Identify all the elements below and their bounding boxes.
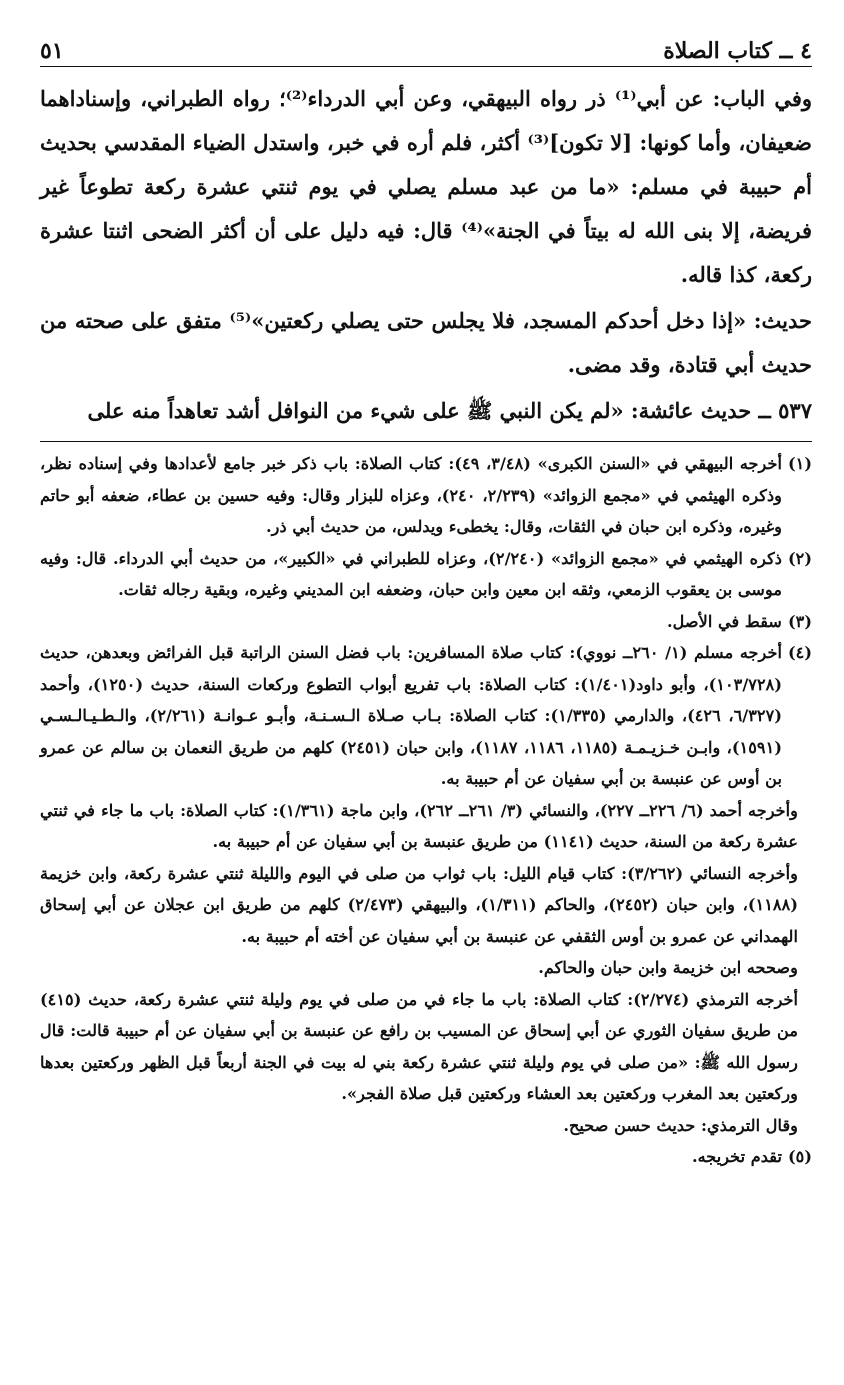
footnote-number: (٥) (787, 1147, 812, 1166)
header-rule (40, 66, 812, 67)
footnote (40, 606, 812, 638)
footnote-text: تقدم تخريجه. (691, 1147, 782, 1166)
footnote-continuation (40, 952, 812, 984)
footnote (40, 448, 812, 543)
footnote (40, 637, 812, 795)
page-header (40, 24, 812, 64)
footnote (40, 1141, 812, 1173)
footnote-text: وصححه ابن خزيمة وابن حبان والحاكم. (538, 958, 798, 977)
running-title: ٤ ــ كتاب الصلاة (663, 38, 812, 64)
page (40, 24, 812, 1173)
main-paragraph: وفي الباب: عن أبي⁽¹⁾ ذر رواه البيهقي، وعن أبي الدرداء⁽²⁾؛ رواه الطبراني، وإسناداهما ضعيفان، وأما كونها: [لا تكون]⁽³⁾ أكثر، فلم أره في خبر، واستدل الضياء المقدسي بحديث أم حبيبة في مسلم: «ما من عبد مسلم يصلي في يوم ثنتي عشرة ركعة تطوعاً غير فريضة، إلا بنى الله له بيتاً في الجنة»⁽⁴⁾ قال: فيه دليل على أن أكثر الضحى اثنتا عشرة ركعة، كذا قاله. (40, 86, 813, 287)
footnote-continuation (40, 984, 812, 1110)
main-paragraph: ٥٣٧ ــ حديث عائشة: «لم يكن النبي ﷺ على شيء من النوافل أشد تعاهداً منه على (87, 398, 812, 423)
footnote-separator (40, 441, 812, 442)
footnote-continuation (40, 858, 812, 953)
footnote-number: (٣) (787, 611, 812, 631)
page-number: ٥١ (40, 38, 64, 64)
footnote-text: أخرجه الترمذي (٢/٢٧٤): كتاب الصلاة: باب ما جاء في من صلى في يوم وليلة ثنتي عشرة ركعة، حديث (٤١٥) من طريق سفيان الثوري عن أبي إسحاق عن المسيب بن رافع عن عنبسة بن أبي سفيان عن أم حبيبة قالت: قال رسول الله ﷺ: «من صلى في يوم وليلة ثنتي عشرة ركعة بني له بيت في الجنة أربعاً قبل الظهر وركعتين بعدها وركعتين بعد المغرب وركعتين بعد العشاء وركعتين قبل صلاة الفجر». (40, 989, 798, 1103)
footnote-text: وقال الترمذي: حديث حسن صحيح. (563, 1115, 798, 1135)
footnote-text: وأخرجه أحمد (٦/ ٢٢٦ــ ٢٢٧)، والنسائي (٣/ ٢٦١ــ ٢٦٢)، وابن ماجة (١/٣٦١): كتاب الصلاة: باب ما جاء في ثنتي عشرة ركعة من السنة، حديث (١١٤١) من طريق عنبسة بن أبي سفيان عن أم حبيبة به. (40, 800, 798, 851)
footnote-number: (٤) (787, 643, 812, 662)
footnote-number: (٢) (787, 548, 812, 568)
footnote (40, 543, 812, 606)
footnote-text: وأخرجه النسائي (٣/٢٦٢): كتاب قيام الليل: باب ثواب من صلى في اليوم والليلة ثنتي عشرة ركعة، وابن خزيمة (١١٨٨)، وابن حبان (٢٤٥٢)، والحاكم (١/٣١١)، والبيهقي (٢/٤٧٣) كلهم من طريق ابن عجلان عن أبي إسحاق الهمداني عن عمرو بن أوس الثقفي عن عنبسة بن أبي سفيان عن أخته أم حبيبة به. (40, 863, 798, 946)
footnotes (40, 448, 812, 1173)
footnote-continuation (40, 1110, 812, 1142)
main-paragraph: حديث: «إذا دخل أحدكم المسجد، فلا يجلس حتى يصلي ركعتين»⁽⁵⁾ متفق على صحته من حديث أبي قتادة، وقد مضى. (40, 308, 812, 377)
main-text (40, 77, 812, 433)
footnote-continuation (40, 795, 812, 858)
footnote-text: أخرجه البيهقي في «السنن الكبرى» (٣/٤٨، ٤٩): كتاب الصلاة: باب ذكر خبر جامع لأعدادها وفي إسناده نظر، وذكره الهيثمي في «مجمع الزوائد» (٢/٢٣٩، ٢٤٠)، وعزاه للبزار وقال: وفيه حسين بن عطاء، ضعفه أبو حاتم وغيره، وذكره ابن حبان في الثقات، وقال: يخطىء ويدلس، من حديث أبي ذر. (40, 454, 782, 536)
footnote-text: ذكره الهيثمي في «مجمع الزوائد» (٢/٢٤٠)، وعزاه للطبراني في «الكبير»، من حديث أبي الدرداء. قال: وفيه موسى بن يعقوب الزمعي، وثقه ابن معين وابن حبان، وضعفه ابن المديني وغيره، وبقية رجاله ثقات. (40, 548, 782, 599)
footnote-number: (١) (787, 454, 812, 473)
footnote-text: سقط في الأصل. (667, 611, 782, 631)
footnote-text: أخرجه مسلم (١/ ٢٦٠ــ نووي): كتاب صلاة المسافرين: باب فضل السنن الراتبة قبل الفرائض وبعدهن، حديث (١٠٣/٧٢٨)، وأبو داود(١/٤٠١): كتاب الصلاة: باب تفريع أبواب التطوع وركعات السنة، حديث (١٢٥٠)، وأحمد (٦/٣٢٧، ٤٢٦)، والدارمي (١/٣٣٥): كتاب الصلاة: بـاب صـلاة الـسـنـة، وأبـو عـوانـة (٢/٢٦١)، والـطـيـالـسـي (١٥٩١)، وابـن خـزيـمـة (١١٨٥، ١١٨٦، ١١٨٧)، وابن حبان (٢٤٥١) كلهم من طريق النعمان بن سالم عن عمرو بن أوس عن عنبسة بن أبي سفيان عن أم حبيبة به. (40, 643, 783, 788)
